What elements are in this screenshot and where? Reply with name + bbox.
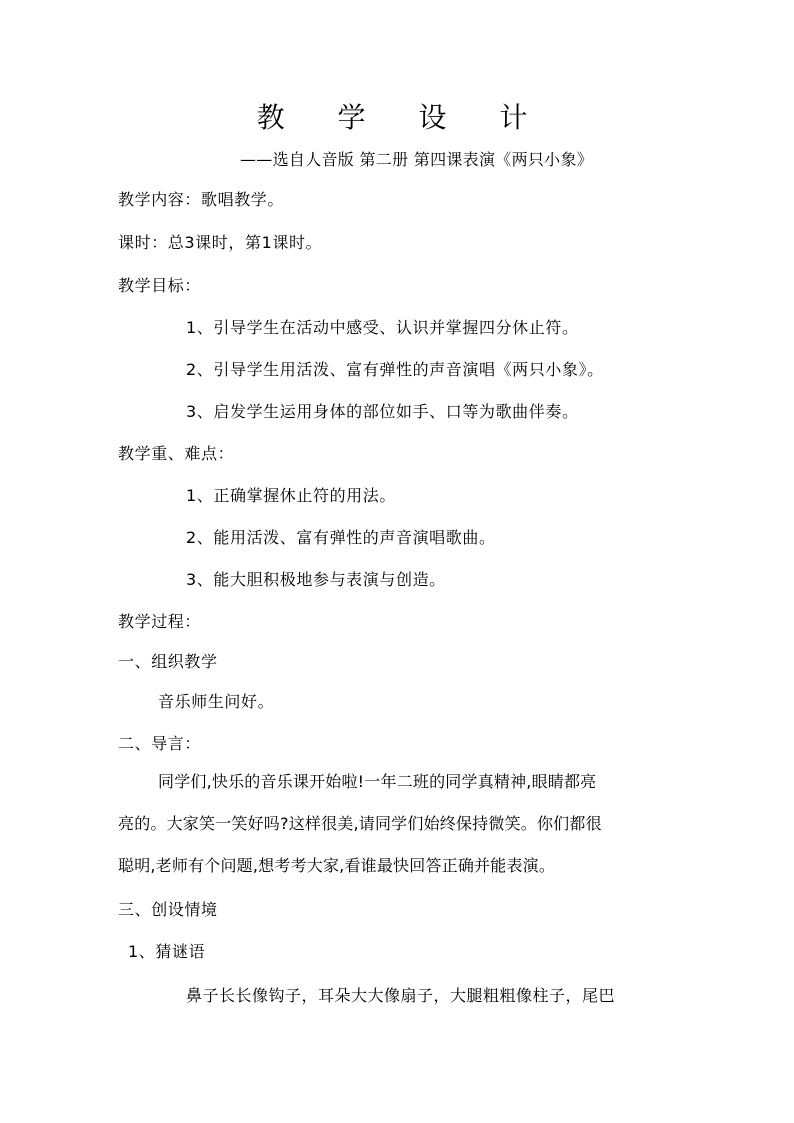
teaching-content: 教学内容：歌唱教学。 [118, 190, 285, 209]
paragraph-line: 聪明,老师有个问题,想考考大家,看谁最快回答正确并能表演。 [118, 856, 556, 875]
paragraph-line: 亮的。大家笑一笑好吗?这样很美,请同学们始终保持微笑。你们都很 [118, 814, 602, 833]
page-subtitle: ——选自人音版 第二册 第四课表演《两只小象》 [240, 150, 594, 169]
goal-item: 1、引导学生在活动中感受、认识并掌握四分休止符。 [186, 318, 579, 337]
section-heading: 二、导言： [118, 734, 202, 753]
goal-item: 3、启发学生运用身体的部位如手、口等为歌曲伴奏。 [186, 402, 579, 421]
keypoint-item: 1、正确掌握休止符的用法。 [186, 486, 396, 505]
goal-item: 2、引导学生用活泼、富有弹性的声音演唱《两只小象》。 [186, 360, 604, 379]
keypoint-item: 3、能大胆积极地参与表演与创造。 [186, 570, 446, 589]
section-heading: 一、组织教学 [118, 652, 218, 671]
sub-heading: 1、猜谜语 [128, 942, 206, 961]
section-heading: 三、创设情境 [118, 900, 218, 919]
keypoint-item: 2、能用活泼、富有弹性的声音演唱歌曲。 [186, 528, 496, 547]
section-body: 音乐师生问好。 [158, 692, 275, 711]
paragraph-line: 同学们,快乐的音乐课开始啦!一年二班的同学真精神,眼睛都亮 [158, 772, 597, 791]
process-heading: 教学过程： [118, 612, 202, 631]
keypoints-heading: 教学重、难点： [118, 444, 235, 463]
lesson-hours: 课时：总3课时，第1课时。 [118, 233, 323, 252]
page-title: 教 学 设 计 [256, 101, 550, 134]
goals-heading: 教学目标： [118, 276, 202, 295]
riddle-line: 鼻子长长像钩子，耳朵大大像扇子，大腿粗粗像柱子，尾巴 [186, 986, 616, 1005]
